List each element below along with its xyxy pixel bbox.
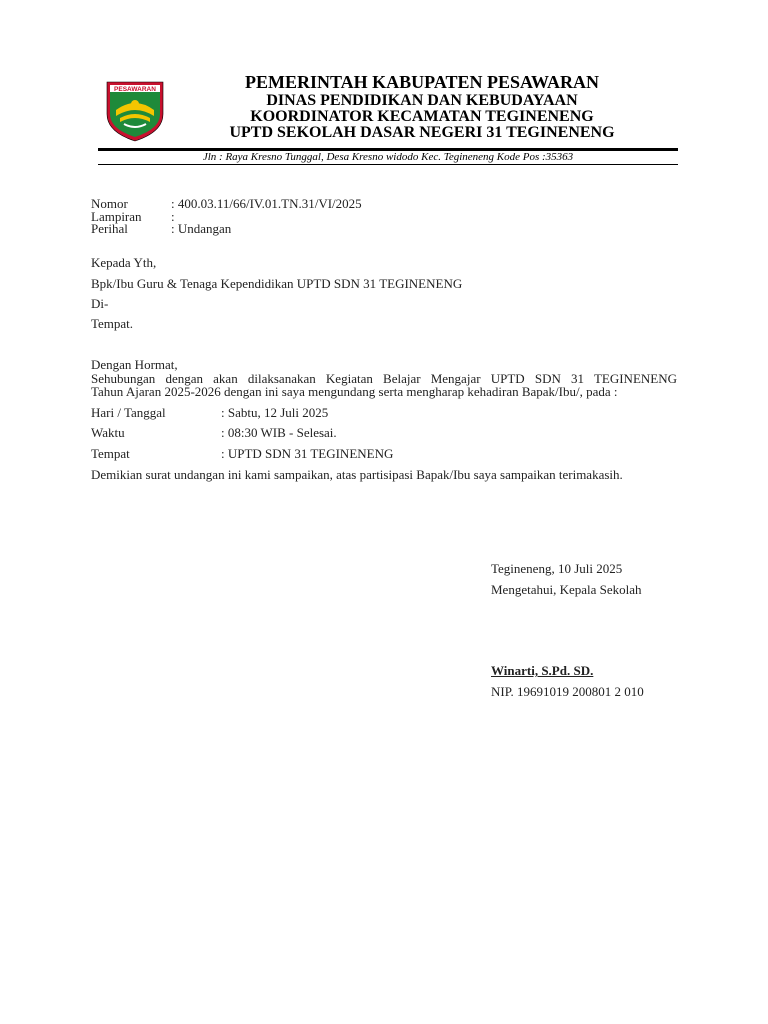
- nomor-label: Nomor: [91, 196, 128, 211]
- lampiran-value: :: [171, 209, 175, 224]
- detail-place-value: : UPTD SDN 31 TEGINENENG: [221, 446, 394, 461]
- letterhead-line-4: UPTD SEKOLAH DASAR NEGERI 31 TEGINENENG: [229, 124, 615, 141]
- nomor-value: : 400.03.11/66/IV.01.TN.31/VI/2025: [171, 196, 362, 211]
- detail-date-label: Hari / Tanggal: [91, 405, 166, 420]
- svg-text:PESAWARAN: PESAWARAN: [114, 86, 156, 93]
- perihal-label: Perihal: [91, 221, 128, 236]
- detail-time-label: Waktu: [91, 425, 125, 440]
- place-date: Tegineneng, 10 Juli 2025: [491, 561, 623, 576]
- closing-text: Demikian surat undangan ini kami sampaikan, atas partisipasi Bapak/Ibu saya sampaikan terimakasih.: [91, 467, 623, 482]
- lampiran-label: Lampiran: [91, 209, 142, 224]
- letterhead-line-3: KOORDINATOR KECAMATAN TEGINENENG: [250, 108, 594, 125]
- body-paragraph-line-1: Sehubungan dengan akan dilaksanakan Kegiatan Belajar Mengajar UPTD SDN 31 TEGINENENG: [91, 371, 677, 386]
- recipient-di: Di-: [91, 296, 109, 311]
- signatory-nip: NIP. 19691019 200801 2 010: [491, 684, 644, 699]
- letterhead-line-2: DINAS PENDIDIKAN DAN KEBUDAYAAN: [266, 92, 578, 109]
- letterhead-line-1: PEMERINTAH KABUPATEN PESAWARAN: [244, 72, 600, 92]
- recipient-greeting: Kepada Yth,: [91, 255, 157, 270]
- recipient-to: Bpk/Ibu Guru & Tenaga Kependidikan UPTD SDN 31 TEGINENENG: [91, 276, 463, 291]
- pesawaran-emblem: [104, 80, 166, 142]
- detail-time-value: : 08:30 WIB - Selesai.: [221, 425, 337, 440]
- salutation: Dengan Hormat,: [91, 357, 178, 372]
- detail-place-label: Tempat: [91, 446, 130, 461]
- perihal-value: : Undangan: [171, 221, 232, 236]
- recipient-place: Tempat.: [91, 316, 134, 331]
- header-rule-thin: [98, 164, 678, 165]
- signatory-title: Mengetahui, Kepala Sekolah: [491, 582, 642, 597]
- detail-date-value: : Sabtu, 12 Juli 2025: [221, 405, 329, 420]
- signatory-name: Winarti, S.Pd. SD.: [491, 663, 594, 678]
- body-paragraph-line-2: Tahun Ajaran 2025-2026 dengan ini saya mengundang serta mengharap kehadiran Bapak/Ibu/, pada :: [91, 384, 618, 399]
- letterhead-address: Jln : Raya Kresno Tunggal, Desa Kresno widodo Kec. Tegineneng Kode Pos :35363: [202, 151, 574, 163]
